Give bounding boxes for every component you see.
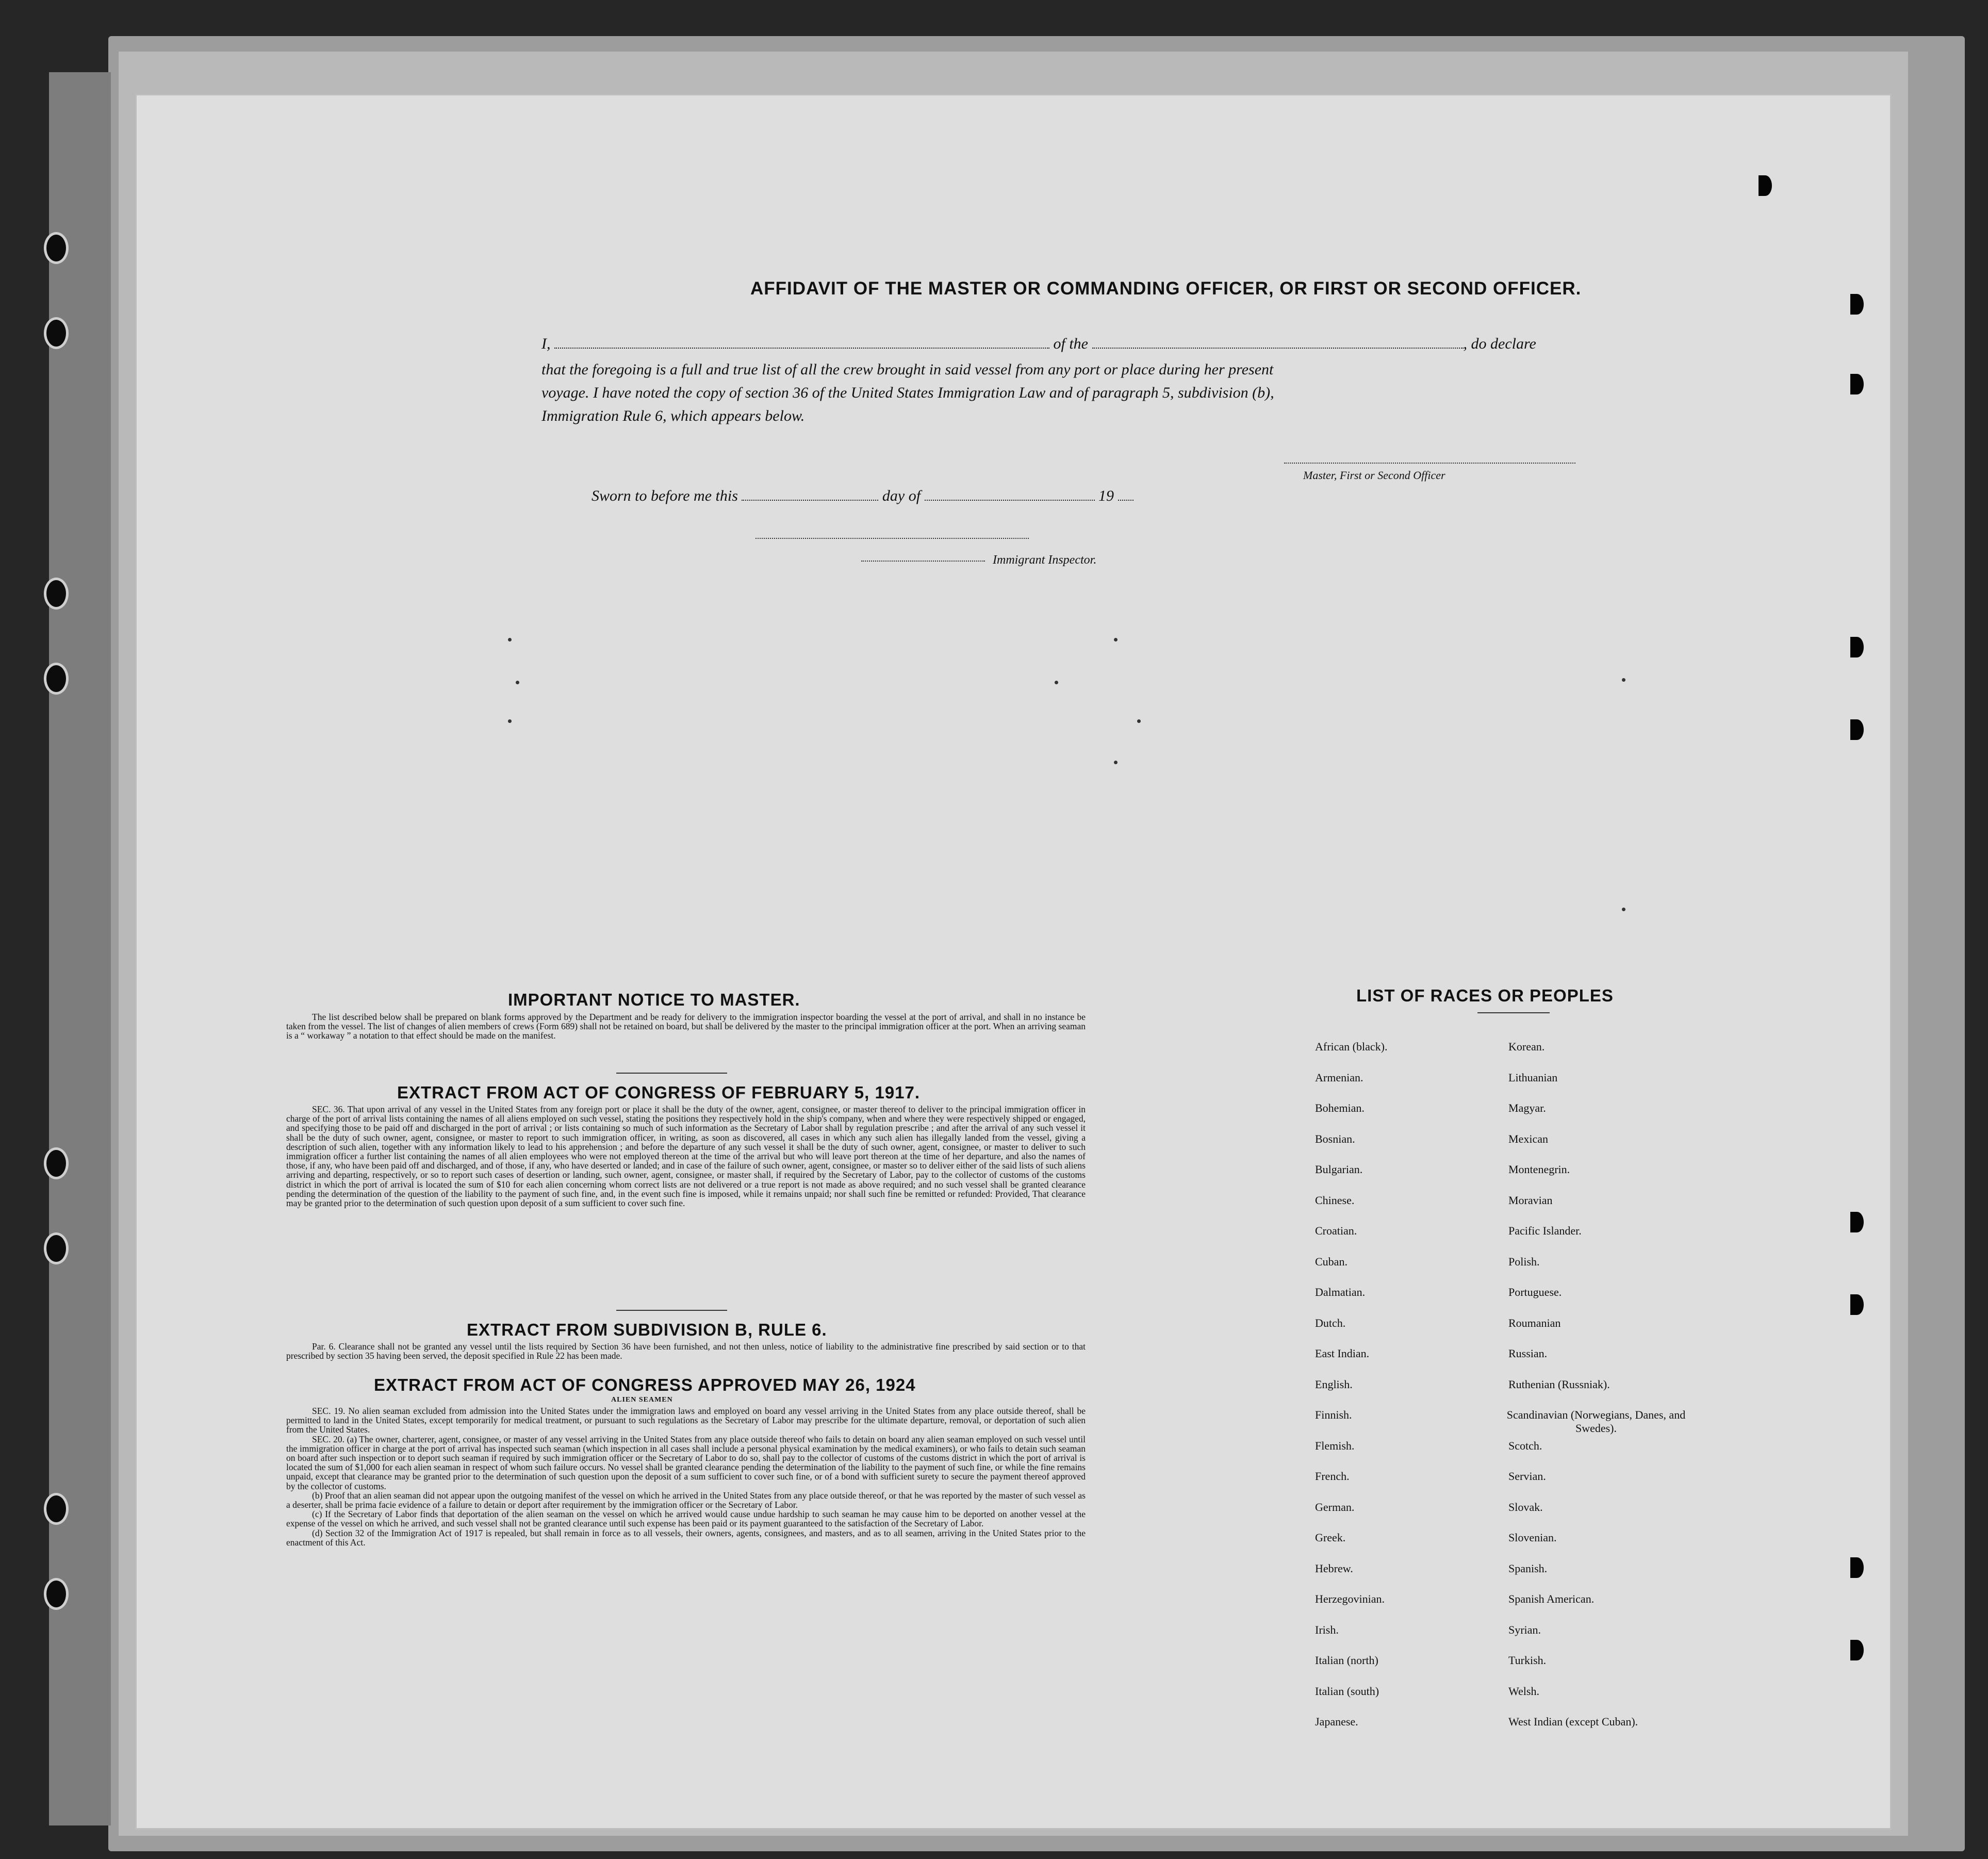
binder-hole [44,663,69,695]
divider [1477,1012,1550,1013]
year-text: 19 [1098,487,1114,504]
ink-speck [1622,908,1625,911]
race-item: Flemish. [1315,1439,1355,1452]
race-item: Bosnian. [1315,1132,1355,1145]
race-item: French. [1315,1470,1350,1483]
affidavit-line-1 [541,335,1536,353]
ink-speck [516,681,519,684]
race-item: Syrian. [1508,1623,1541,1636]
race-item: Portuguese. [1508,1286,1562,1298]
binder-hole [1850,1212,1864,1232]
binder-hole [44,1493,69,1525]
race-item: Polish. [1508,1255,1540,1268]
act-1924-sec20d: (d) Section 32 of the Immigration Act of 1917 is repealed, but shall remain in force as to all vessels, their owners, agents, consignees, and masters, and as to all seamen, arriving in the United States prior to the enactment of this Act. [286,1527,1086,1548]
affidavit-line-2: that the foregoing is a full and true list of all the crew brought in said vessel from any port or place during her present [541,361,1274,378]
binder-hole [44,1232,69,1264]
act-1924-title: EXTRACT FROM ACT OF CONGRESS APPROVED MAY 26, 1924 [374,1375,916,1394]
binder-hole [1850,294,1864,315]
race-item: Finnish. [1315,1408,1352,1421]
affidavit-declare: , do declare [1463,335,1536,352]
ink-speck [1137,719,1141,723]
act-1924-sec20c: (c) If the Secretary of Labor finds that deportation of the alien seaman on the vessel on which he arrived would cause undue hardship to such seaman he may cause him to be deported on another vessel at the expense of the vessel on which he arrived, and such vessel shall not be granted clearance until such expense has been paid or its payment guaranteed to the satisfaction of the Secretary of Labor. [286,1509,1086,1529]
race-item: Korean. [1508,1040,1545,1053]
act-1917-title: EXTRACT FROM ACT OF CONGRESS OF FEBRUARY 5, 1917. [397,1083,921,1102]
race-item: Croatian. [1315,1224,1357,1237]
race-item: Japanese. [1315,1715,1358,1728]
race-item: Ruthenian (Russniak). [1508,1378,1610,1391]
act-1924-sec20a: SEC. 20. (a) The owner, charterer, agent, consignee, or master of any vessel arriving in the United States from any place outside thereof who fails to detain on board any alien seaman employed on such vessel until the immigration officer in charge at the port of arrival has inspected such seaman (which inspection in all cases shall include a personal physical examination by the medical examiners), or who fails to detain such seaman on board after such inspection or to deport such seaman if required by such immigration officer or the Secretary of Labor to do so, shall pay to the collector of customs of the customs district in which the port of arrival is located the sum of $1,000 for each alien seaman in respect of whom such failure occurs. No vessel shall be granted clearance pending the determination of the liability to the payment of such fine, or while the fine remains unpaid, except that clearance may be granted prior to the determination of such question upon the deposit of a sum sufficient to cover such fine, or of a bond with sufficient surety to secure the payment thereof approved by the collector of customs. [286,1434,1086,1491]
manifest-page [137,95,1890,1828]
race-item: Scotch. [1508,1439,1542,1452]
name-blank [554,347,1049,349]
race-item: East Indian. [1315,1347,1370,1360]
race-item: Lithuanian [1508,1071,1558,1084]
binder-hole [44,1578,69,1610]
affidavit-line-3: voyage. I have noted the copy of section 36 of the United States Immigration Law and of paragraph 5, subdivision (b), [541,384,1274,401]
race-item: Slovenian. [1508,1531,1557,1544]
race-item: Spanish. [1508,1562,1548,1575]
act-1917-sec36: SEC. 36. That upon arrival of any vessel in the United States from any foreign port or place it shall be the duty of the owner, agent, consignee, or master thereof to deliver to the principal immigration officer in charge of the port of arrival lists containing the names of all aliens employed on such vessel, stating the positions they respectively hold in the ship's company, when and where they were respectively shipped or engaged, and specifying those to be paid off and discharged in the port of arrival ; or lists containing so much of such information as the Secretary of Labor shall by regulation prescribe ; and after the arrival of any such vessel it shall be the duty of such owner, agent, consignee, or master to report to such immigration officer, in writing, as soon as discovered, all cases in which any such alien has illegally landed from the vessel, giving a description of such alien, together with any information likely to lead to his apprehension ; and before the departure of any such vessel it shall be the duty of such owner, agent, consignee, or master to deliver to such immigration officer a further list containing the names of all alien employees who were not employed thereon at the time of the arrival but who will leave port thereon at the time of her departure, and also the names of those, if any, who have been paid off and discharged, and of those, if any, who have deserted or landed; and in case of the failure of such owner, agent, consignee, or master so to deliver either of the said lists of such aliens arriving and departing, respectively, or so to report such cases of desertion or landing, such owner, agent, consignee, or master shall, if required by the Secretary of Labor, pay to the collector of customs of the customs district in which the port of arrival is located the sum of $10 for each alien concerning whom correct lists are not delivered or a true report is not made as above required; and no such vessel shall be granted clearance pending the determination of the question of the liability to the payment of such fine, and, in the event such fine is imposed, while it remains unpaid; nor shall such fine be remitted or refunded: Provided, That clearance may be granted prior to the determination of such question upon deposit of a sum sufficient to cover such fine. [286,1104,1086,1209]
race-item: African (black). [1315,1040,1388,1053]
race-item: Moravian [1508,1194,1553,1207]
affidavit-of-the: of the [1053,335,1088,352]
notice-paragraph: The list described below shall be prepared on blank forms approved by the Department and be ready for delivery to the immigration inspector boarding the vessel at the port of arrival, and shall in no instance be taken from the vessel. The list of changes of alien members of crews (Form 689) shall not be retained on board, but shall be delivered by the master to the principal immigration officer at the port. When an arriving seaman is a “ workaway ” a notation to that effect should be made on the manifest. [286,1012,1086,1041]
notice-title: IMPORTANT NOTICE TO MASTER. [508,990,800,1009]
binder-hole [1850,1640,1864,1660]
race-item: Turkish. [1508,1654,1547,1667]
binder-hole [1850,719,1864,740]
rule-6-par6: Par. 6. Clearance shall not be granted any vessel until the lists required by Section 36 have been furnished, and not then unless, notice of liability to the administrative fine prescribed by said section or to that prescribed by section 35 having been served, the deposit specified in Rule 22 has been made. [286,1341,1086,1361]
race-item: German. [1315,1501,1355,1513]
binder-hole [1759,175,1772,196]
race-item: Italian (south) [1315,1685,1379,1698]
month-blank [925,499,1095,501]
race-item: English. [1315,1378,1353,1391]
race-item: Dutch. [1315,1317,1346,1329]
ink-speck [1114,638,1118,641]
race-item: West Indian (except Cuban). [1508,1715,1638,1728]
act-1924-sec19: SEC. 19. No alien seaman excluded from admission into the United States under the immigration laws and employed on board any vessel arriving in the United States from any place outside thereof, shall be permitted to land in the United States, except temporarily for medical treatment, or pursuant to such regulations as the Secretary of Labor may prescribe for the ultimate departure, removal, or deportation of such alien from the United States. [286,1406,1086,1435]
act-1924-text [286,1406,1086,1547]
race-item: Bohemian. [1315,1101,1365,1114]
act-1924-sec20b: (b) Proof that an alien seaman did not appear upon the outgoing manifest of the vessel on which he arrived in the United States from any place outside thereof, or that he was reported by the master of such vessel as a deserter, shall be prima facie evidence of a failure to detain or deport after requirement by the immigration officer or the Secretary of Labor. [286,1490,1086,1510]
ink-speck [1622,678,1625,682]
ink-speck [508,719,512,723]
sworn-line [592,487,1133,505]
year-blank [1118,499,1133,501]
race-item: Dalmatian. [1315,1286,1366,1298]
inspector-signature-label: Immigrant Inspector. [993,553,1097,567]
binder-hole [1850,1557,1864,1578]
binder-hole [44,317,69,349]
race-item: Herzegovinian. [1315,1592,1385,1605]
race-item: Spanish American. [1508,1592,1595,1605]
race-item: Montenegrin. [1508,1163,1570,1176]
affidavit-title: AFFIDAVIT OF THE MASTER OR COMMANDING OFFICER, OR FIRST OR SECOND OFFICER. [750,278,1582,299]
race-item: Chinese. [1315,1194,1355,1207]
inspector-signature-line [755,538,1029,539]
race-item: Italian (north) [1315,1654,1378,1667]
divider [616,1310,727,1311]
race-item: Pacific Islander. [1508,1224,1582,1237]
day-of-text: day of [882,487,921,504]
binder-hole [1850,637,1864,657]
race-item: Mexican [1508,1132,1548,1145]
sworn-text: Sworn to before me this [592,487,738,504]
affidavit-line-4: Immigration Rule 6, which appears below. [541,407,805,424]
race-item: Irish. [1315,1623,1339,1636]
alien-seamen-subtitle: ALIEN SEAMEN [611,1396,673,1404]
race-item: Roumanian [1508,1317,1561,1329]
race-item: Armenian. [1315,1071,1363,1084]
affidavit-i: I, [541,335,551,352]
act-1917-text [286,1105,1086,1208]
binder-hole [1850,374,1864,394]
race-item: Slovak. [1508,1501,1543,1513]
race-item: Cuban. [1315,1255,1348,1268]
notice-text [286,1012,1086,1041]
race-item: Bulgarian. [1315,1163,1363,1176]
divider [616,1073,727,1074]
binder-hole [1850,1294,1864,1315]
race-item: Servian. [1508,1470,1546,1483]
binder-hole [44,1147,69,1179]
races-title: LIST OF RACES OR PEOPLES [1356,986,1614,1005]
binder-hole [44,578,69,610]
master-signature-label: Master, First or Second Officer [1303,469,1445,482]
vessel-blank [1092,347,1464,349]
ink-speck [1055,681,1058,684]
ink-speck [508,638,512,641]
race-item: Scandinavian (Norwegians, Danes, and Swedes). [1506,1408,1686,1435]
rule-6-title: EXTRACT FROM SUBDIVISION B, RULE 6. [467,1320,827,1339]
inspector-signature-line-2 [861,561,985,562]
race-item: Magyar. [1508,1101,1546,1114]
ink-speck [1114,761,1118,764]
day-blank [742,499,878,501]
rule-6-text [286,1342,1086,1360]
race-item: Welsh. [1508,1685,1539,1698]
race-item: Russian. [1508,1347,1548,1360]
master-signature-line [1284,463,1575,464]
binder-hole [44,232,69,264]
race-item: Greek. [1315,1531,1346,1544]
race-item: Hebrew. [1315,1562,1353,1575]
